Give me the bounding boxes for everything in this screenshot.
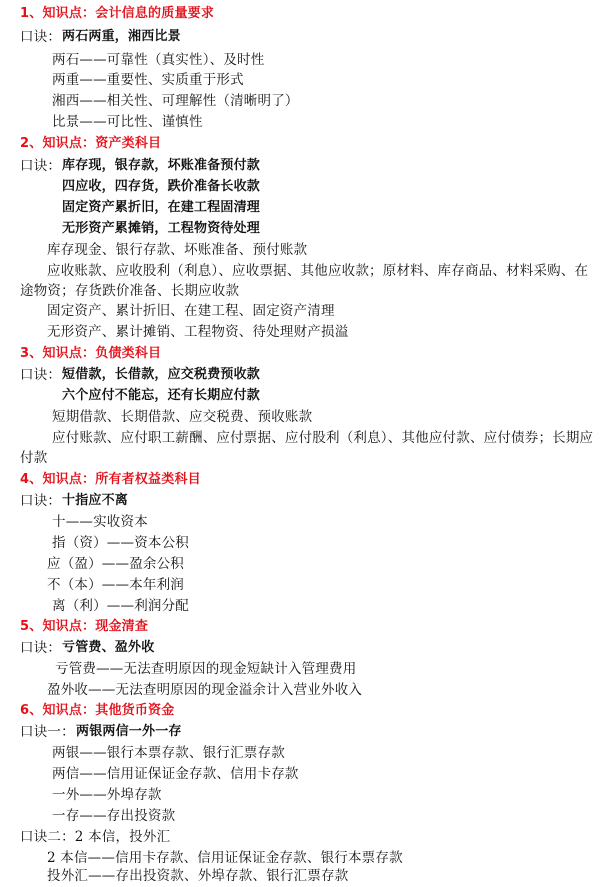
section-3-detail: 短期借款、长期借款、应交税费、预收账款 <box>52 409 313 425</box>
section-2-mnemonic: 库存现，银存款，坏账准备预付款 <box>62 158 261 173</box>
section-2-mnemonic: 无形资产累摊销，工程物资待处理 <box>62 221 261 236</box>
section-6-detail: 两银——银行本票存款、银行汇票存款 <box>52 745 285 761</box>
section-5-mnemonic-label: 口诀： <box>20 640 62 656</box>
section-2-mnemonic: 四应收，四存货，跌价准备长收款 <box>62 179 261 194</box>
section-4-detail: 指（资）——资本公积 <box>52 535 189 551</box>
section-6-detail-2: 投外汇——存出投资款、外埠存款、银行汇票存款 <box>47 868 349 884</box>
section-6-mnemonic-label: 口诀一： <box>20 724 75 740</box>
section-4-detail: 离（利）——利润分配 <box>52 598 189 614</box>
section-1-detail: 两石——可靠性（真实性）、及时性 <box>52 52 265 68</box>
section-1-detail: 比景——可比性、谨慎性 <box>52 114 203 130</box>
section-2-mnemonic: 固定资产累折旧，在建工程固清理 <box>62 200 261 215</box>
section-4-mnemonic: 十指应不离 <box>62 493 129 508</box>
section-6-mnemonic-2: 口诀二：2 本信，投外汇 <box>20 829 171 845</box>
section-6-mnemonic: 两银两信一外一存 <box>76 724 182 739</box>
section-4-detail: 应（盈）——盈余公积 <box>47 556 184 572</box>
section-3-heading: 3、知识点：负债类科目 <box>20 346 162 361</box>
section-4-detail: 不（本）——本年利润 <box>47 577 184 593</box>
section-1-heading: 1、知识点：会计信息的质量要求 <box>20 6 215 21</box>
section-6-detail: 一存——存出投资款 <box>52 808 176 824</box>
section-2-mnemonic-label: 口诀： <box>20 158 62 174</box>
section-3-mnemonic: 短借款，长借款，应交税费预收款 <box>62 367 261 382</box>
section-5-detail: 亏管费——无法查明原因的现金短缺计入管理费用 <box>55 661 357 677</box>
section-1-mnemonic: 两石两重，湘西比景 <box>62 29 181 44</box>
section-3-mnemonic-label: 口诀： <box>20 367 62 383</box>
section-5-heading: 5、知识点：现金清查 <box>20 619 149 634</box>
section-6-detail-2: 2 本信——信用卡存款、信用证保证金存款、银行本票存款 <box>47 850 403 866</box>
section-1-detail: 湘西——相关性、可理解性（清晰明了） <box>52 93 299 109</box>
section-6-detail: 两信——信用证保证金存款、信用卡存款 <box>52 766 299 782</box>
section-5-detail: 盈外收——无法查明原因的现金溢余计入营业外收入 <box>47 682 363 698</box>
section-2-detail: 库存现金、银行存款、坏账准备、预付账款 <box>47 242 308 258</box>
section-5-mnemonic: 亏管费、盈外收 <box>62 640 155 655</box>
section-1-detail: 两重——重要性、实质重于形式 <box>52 72 244 88</box>
section-3-detail: 应付账款、应付职工薪酬、应付票据、应付股利（利息）、其他应付款、应付债券；长期应付款 <box>20 430 594 466</box>
section-2-heading: 2、知识点：资产类科目 <box>20 136 162 151</box>
section-3-mnemonic: 六个应付不能忘，还有长期应付款 <box>62 388 261 403</box>
section-6-detail: 一外——外埠存款 <box>52 787 162 803</box>
section-2-detail: 固定资产、累计折旧、在建工程、固定资产清理 <box>47 303 335 319</box>
section-4-mnemonic-label: 口诀： <box>20 493 62 509</box>
section-2-detail: 无形资产、累计摊销、工程物资、待处理财产损溢 <box>47 324 349 340</box>
section-4-heading: 4、知识点：所有者权益类科目 <box>20 472 201 487</box>
section-2-detail: 应收账款、应收股利（利息）、应收票据、其他应收款；原材料、库存商品、材料采购、在途物资；存货跌价准备、长期应收款 <box>20 263 589 299</box>
section-6-heading: 6、知识点：其他货币资金 <box>20 703 175 718</box>
section-4-detail: 十——实收资本 <box>52 514 148 530</box>
section-1-mnemonic-label: 口诀： <box>20 29 62 45</box>
